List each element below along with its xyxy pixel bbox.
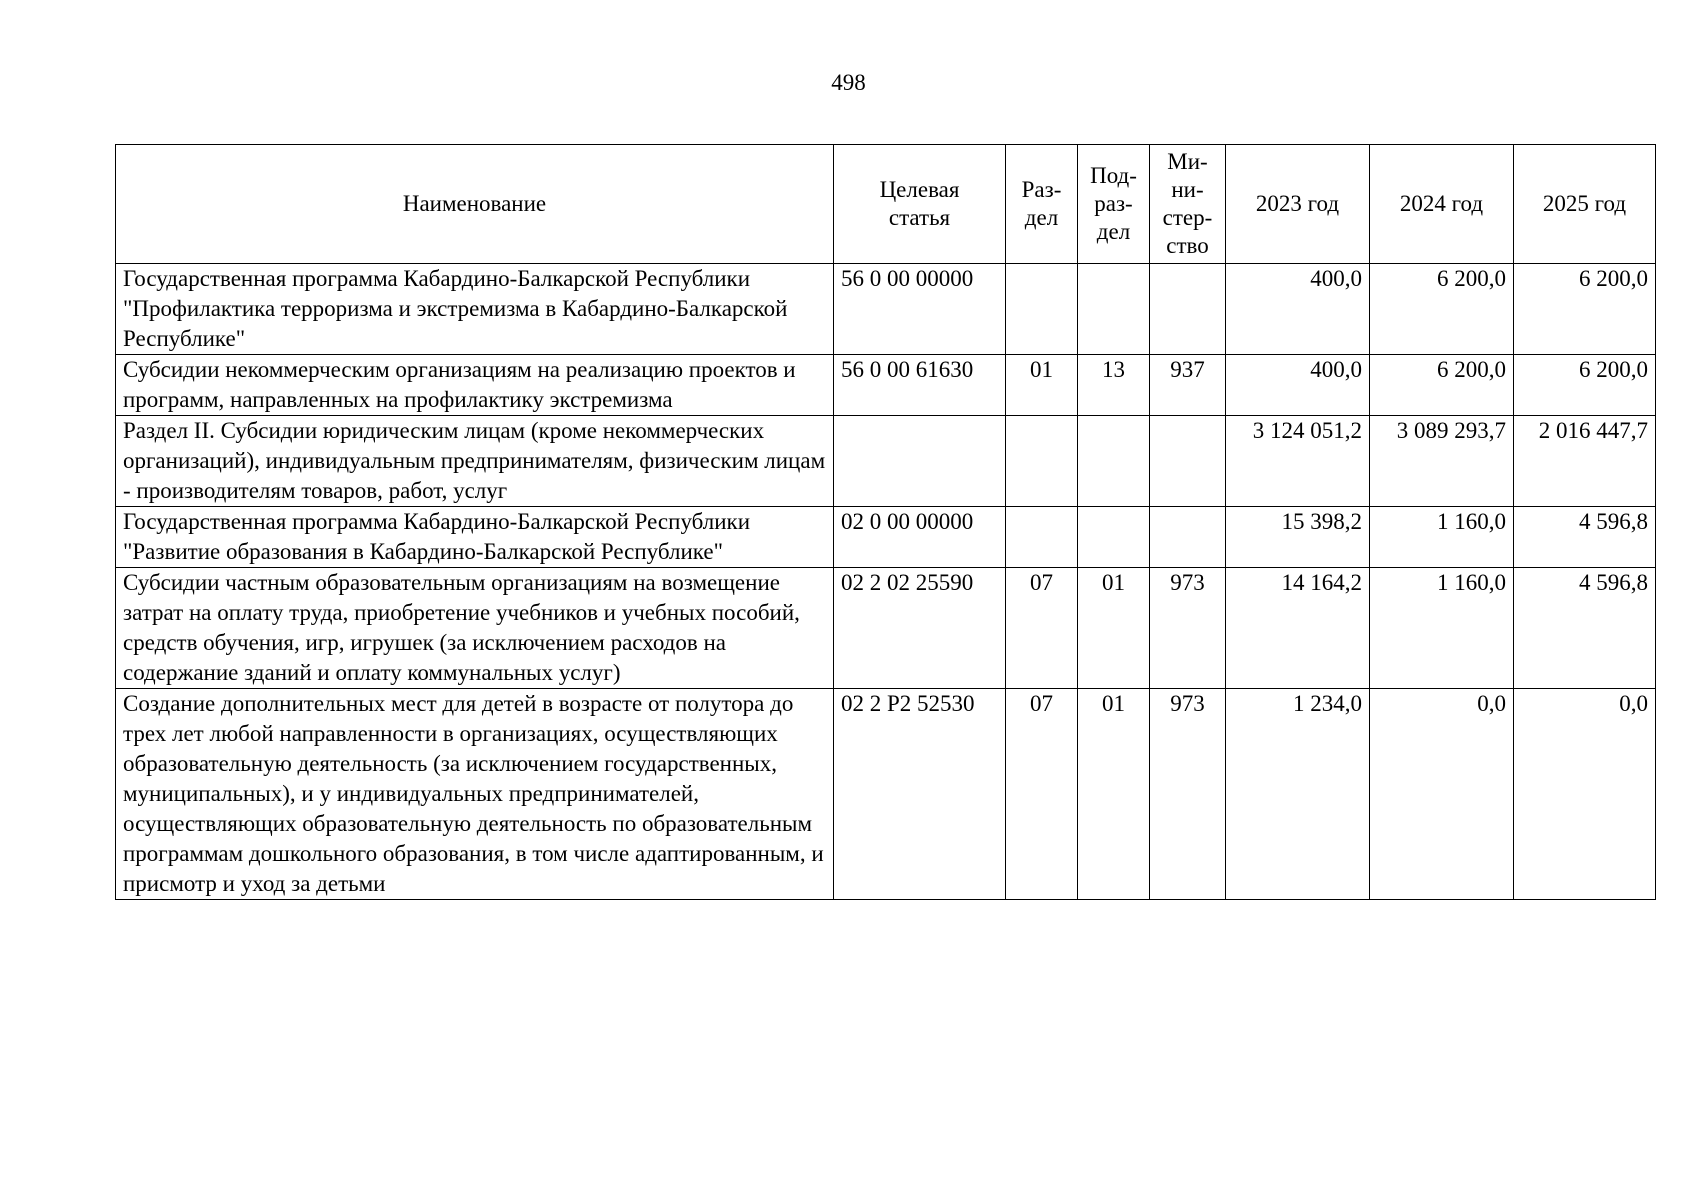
- cell-year-2024: 6 200,0: [1370, 355, 1514, 416]
- cell-subsection: 13: [1078, 355, 1150, 416]
- cell-name: Субсидии частным образовательным организациям на возмещение затрат на оплату труда, приобретение учебников и учебных пособий, средств обучения, игр, игрушек (за исключением расходов на содержание зданий и оплату коммунальных услуг): [116, 568, 834, 689]
- cell-year-2023: 400,0: [1226, 355, 1370, 416]
- cell-year-2025: 0,0: [1514, 689, 1656, 900]
- cell-year-2025: 6 200,0: [1514, 264, 1656, 355]
- cell-name: Государственная программа Кабардино-Балкарской Республики "Профилактика терроризма и экстремизма в Кабардино-Балкарской Республике": [116, 264, 834, 355]
- cell-name: Раздел II. Субсидии юридическим лицам (кроме некоммерческих организаций), индивидуальным предпринимателям, физическим лицам - производителям товаров, работ, услуг: [116, 416, 834, 507]
- page-number: 498: [831, 70, 866, 95]
- cell-target-article: 56 0 00 61630: [834, 355, 1006, 416]
- cell-target-article: 56 0 00 00000: [834, 264, 1006, 355]
- table-row: [116, 507, 1656, 568]
- cell-target-article: 02 2 02 25590: [834, 568, 1006, 689]
- cell-ministry: [1150, 264, 1226, 355]
- cell-year-2024: 1 160,0: [1370, 507, 1514, 568]
- cell-year-2023: 400,0: [1226, 264, 1370, 355]
- table-row: [116, 416, 1656, 507]
- cell-section: [1006, 264, 1078, 355]
- header-ministry: Ми- ни- стер- ство: [1150, 145, 1226, 264]
- cell-section: 01: [1006, 355, 1078, 416]
- table-row: [116, 264, 1656, 355]
- cell-target-article: 02 2 P2 52530: [834, 689, 1006, 900]
- header-name: Наименование: [116, 145, 834, 264]
- cell-year-2025: 6 200,0: [1514, 355, 1656, 416]
- cell-year-2025: 2 016 447,7: [1514, 416, 1656, 507]
- cell-subsection: [1078, 264, 1150, 355]
- cell-ministry: 973: [1150, 568, 1226, 689]
- cell-year-2025: 4 596,8: [1514, 568, 1656, 689]
- table-row: [116, 689, 1656, 900]
- cell-section: [1006, 507, 1078, 568]
- cell-ministry: [1150, 507, 1226, 568]
- cell-ministry: 937: [1150, 355, 1226, 416]
- cell-year-2023: 14 164,2: [1226, 568, 1370, 689]
- table-row: [116, 568, 1656, 689]
- header-subsection: Под- раз- дел: [1078, 145, 1150, 264]
- cell-year-2024: 6 200,0: [1370, 264, 1514, 355]
- cell-year-2024: 0,0: [1370, 689, 1514, 900]
- header-target-article: Целевая статья: [834, 145, 1006, 264]
- cell-subsection: 01: [1078, 689, 1150, 900]
- cell-name: Создание дополнительных мест для детей в возрасте от полутора до трех лет любой направленности в организациях, осуществляющих образовательную деятельность (за исключением государственных, муниципальных), и у индивидуальных предпринимателей, осуществляющих образовательную деятельность по образовательным программам дошкольного образования, в том числе адаптированным, и присмотр и уход за детьми: [116, 689, 834, 900]
- cell-section: [1006, 416, 1078, 507]
- cell-year-2023: 3 124 051,2: [1226, 416, 1370, 507]
- cell-year-2024: 3 089 293,7: [1370, 416, 1514, 507]
- cell-year-2024: 1 160,0: [1370, 568, 1514, 689]
- cell-target-article: 02 0 00 00000: [834, 507, 1006, 568]
- cell-target-article: [834, 416, 1006, 507]
- cell-section: 07: [1006, 689, 1078, 900]
- cell-subsection: 01: [1078, 568, 1150, 689]
- cell-name: Субсидии некоммерческим организациям на реализацию проектов и программ, направленных на профилактику экстремизма: [116, 355, 834, 416]
- header-year-2024: 2024 год: [1370, 145, 1514, 264]
- cell-ministry: 973: [1150, 689, 1226, 900]
- table-row: [116, 355, 1656, 416]
- budget-table: [115, 144, 1656, 900]
- table-header-row: [116, 145, 1656, 264]
- header-year-2025: 2025 год: [1514, 145, 1656, 264]
- cell-year-2023: 15 398,2: [1226, 507, 1370, 568]
- cell-subsection: [1078, 507, 1150, 568]
- cell-subsection: [1078, 416, 1150, 507]
- cell-year-2023: 1 234,0: [1226, 689, 1370, 900]
- cell-section: 07: [1006, 568, 1078, 689]
- cell-ministry: [1150, 416, 1226, 507]
- header-year-2023: 2023 год: [1226, 145, 1370, 264]
- cell-name: Государственная программа Кабардино-Балкарской Республики "Развитие образования в Кабардино-Балкарской Республике": [116, 507, 834, 568]
- header-section: Раз- дел: [1006, 145, 1078, 264]
- cell-year-2025: 4 596,8: [1514, 507, 1656, 568]
